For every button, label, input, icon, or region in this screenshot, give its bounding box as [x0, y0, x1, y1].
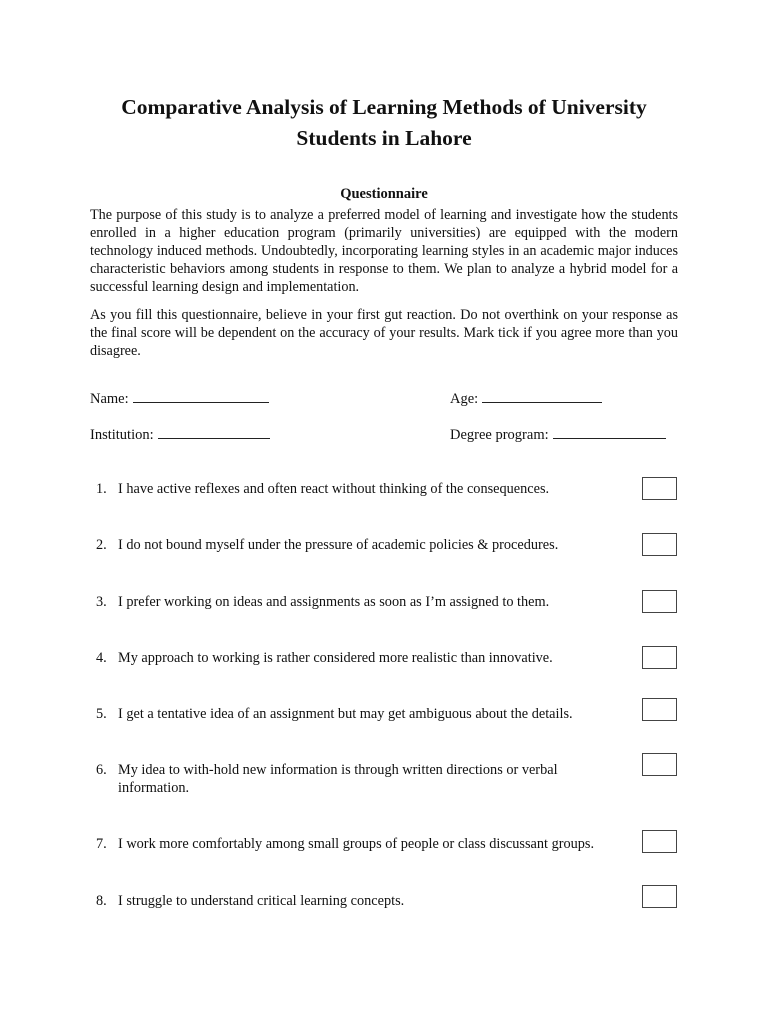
answer-checkbox-4[interactable]	[642, 646, 677, 669]
question-text: I have active reflexes and often react without thinking of the consequences.	[118, 481, 550, 497]
question-number: 5.	[96, 706, 107, 722]
title-line-1: Comparative Analysis of Learning Methods of University	[121, 95, 647, 119]
age-blank[interactable]	[482, 388, 602, 403]
degree-program-blank[interactable]	[553, 424, 666, 439]
name-blank[interactable]	[133, 388, 269, 403]
question-number: 1.	[96, 481, 107, 497]
questionnaire-heading: Questionnaire	[340, 186, 428, 202]
answer-checkbox-7[interactable]	[642, 830, 677, 853]
question-text: I struggle to understand critical learning concepts.	[118, 893, 405, 909]
question-number: 3.	[96, 594, 107, 610]
question-text: My idea to with-hold new information is through written directions or verbal information.	[118, 762, 558, 796]
answer-checkbox-3[interactable]	[642, 590, 677, 613]
age-label: Age:	[450, 391, 479, 407]
institution-field[interactable]	[90, 424, 270, 444]
question-number: 7.	[96, 836, 107, 852]
question-number: 2.	[96, 537, 107, 553]
answer-checkbox-2[interactable]	[642, 533, 677, 556]
name-label: Name:	[90, 391, 129, 407]
degree-program-field[interactable]	[450, 424, 666, 444]
question-text: I do not bound myself under the pressure of academic policies & procedures.	[118, 537, 559, 553]
degree-program-label: Degree program:	[450, 427, 549, 443]
name-field[interactable]	[90, 388, 269, 408]
document-title	[60, 92, 708, 154]
question-number: 4.	[96, 650, 107, 666]
answer-checkbox-5[interactable]	[642, 698, 677, 721]
question-text: I prefer working on ideas and assignments as soon as I’m assigned to them.	[118, 594, 550, 610]
question-text: I get a tentative idea of an assignment but may get ambiguous about the details.	[118, 706, 573, 722]
answer-checkbox-8[interactable]	[642, 885, 677, 908]
answer-checkbox-1[interactable]	[642, 477, 677, 500]
instructions-paragraph: As you fill this questionnaire, believe in your first gut reaction. Do not overthink on your response as the final score will be dependent on the accuracy of your results. Mark tick if you agree more than you disagree.	[90, 307, 678, 359]
title-line-2: Students in Lahore	[296, 126, 472, 150]
question-text: My approach to working is rather considered more realistic than innovative.	[118, 650, 553, 666]
age-field[interactable]	[450, 388, 602, 408]
question-text: I work more comfortably among small groups of people or class discussant groups.	[118, 836, 595, 852]
institution-label: Institution:	[90, 427, 154, 443]
question-number: 8.	[96, 893, 107, 909]
question-number: 6.	[96, 762, 107, 778]
intro-paragraph: The purpose of this study is to analyze a preferred model of learning and investigate how the students enrolled in a higher education program (primarily universities) are equipped with the modern technology induced methods. Undoubtedly, incorporating learning styles in an academic major induces characteristic behaviors among students in response to them. We plan to analyze a hybrid model for a successful learning design and implementation.	[90, 207, 678, 295]
institution-blank[interactable]	[158, 424, 270, 439]
answer-checkbox-6[interactable]	[642, 753, 677, 776]
